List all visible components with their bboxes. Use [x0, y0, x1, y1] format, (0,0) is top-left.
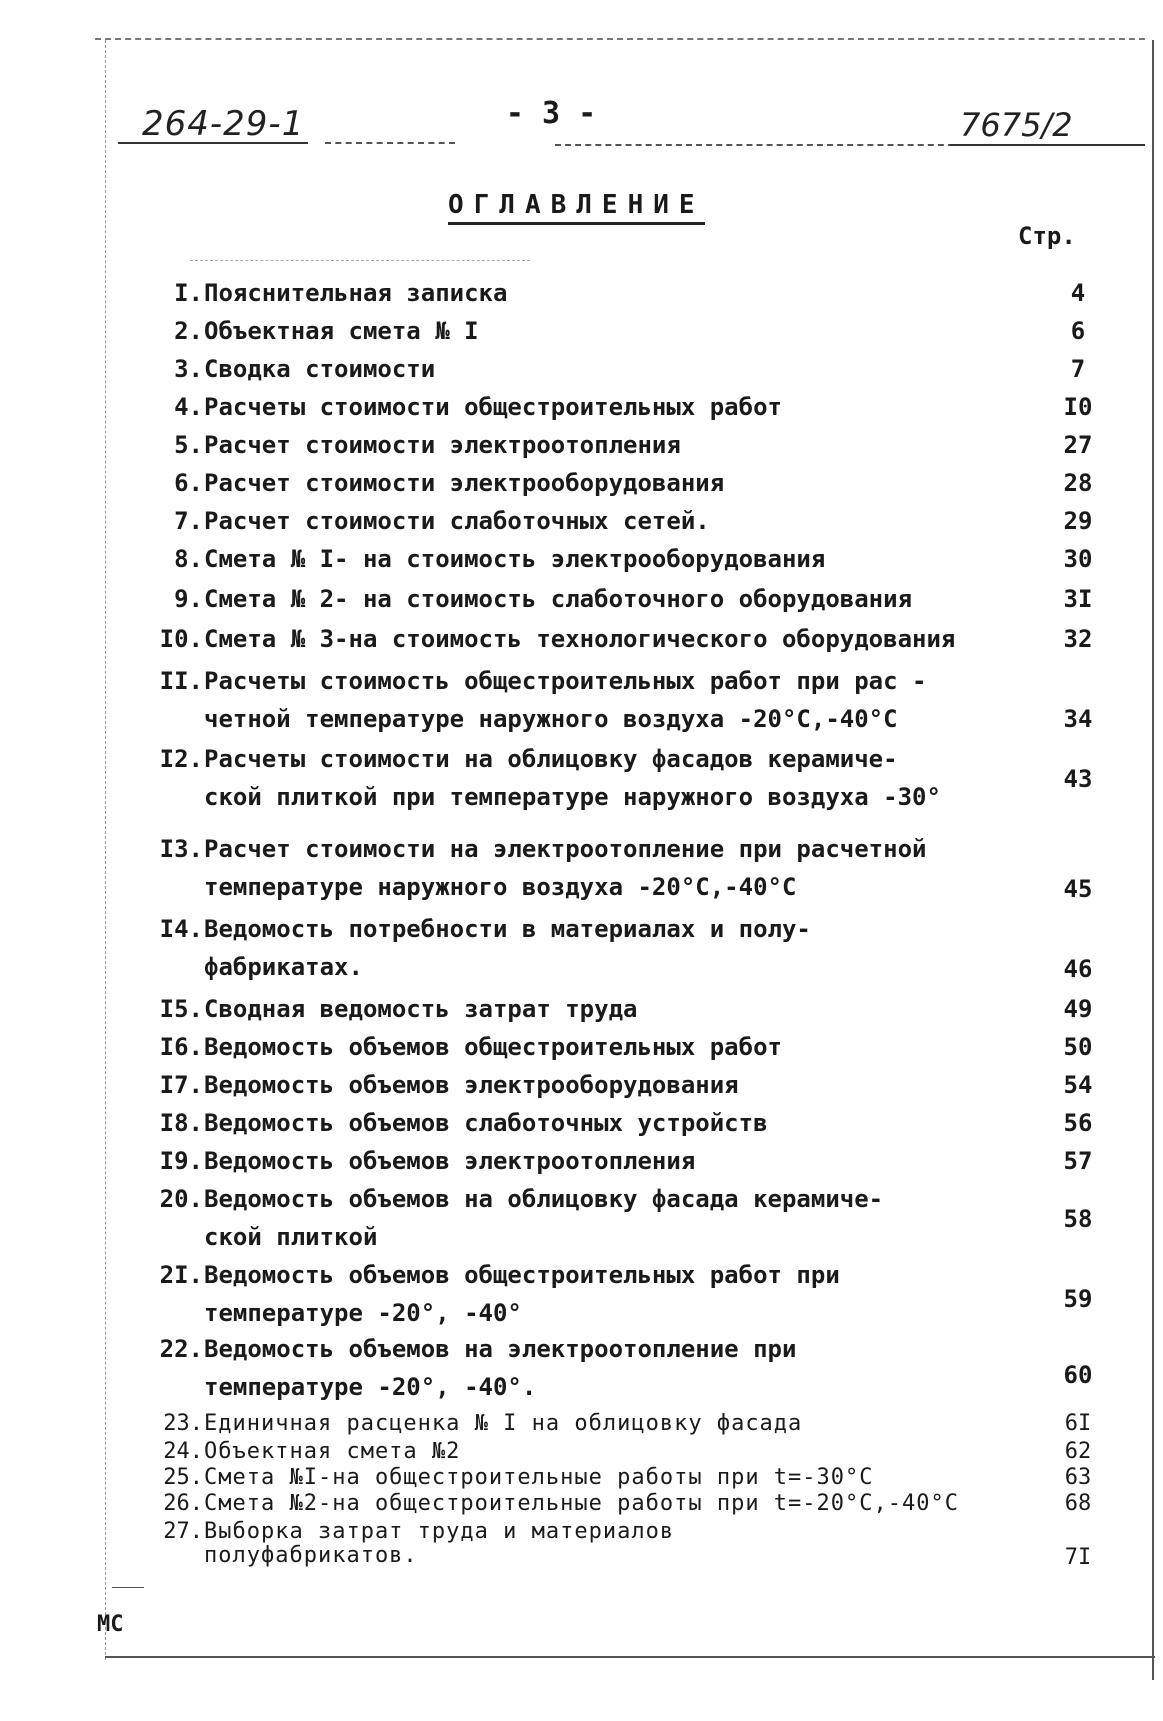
toc-entry-page: 6 — [1070, 317, 1086, 345]
toc-entry-number: 9. — [174, 585, 203, 613]
toc-entry-page: 34 — [1063, 705, 1093, 733]
toc-entry-page: 68 — [1064, 1491, 1092, 1516]
toc-entry-page: 45 — [1063, 875, 1093, 903]
toc-entry-title: Ведомость объемов на облицовку фасада керамиче- ской плиткой — [204, 1185, 884, 1251]
toc-entry-title: Расчеты стоимости на облицовку фасадов керамиче- ской плиткой при температуре наружного воздуха -30° — [204, 745, 941, 811]
toc-entry-number: I2. — [159, 745, 203, 773]
toc-entry-number: I3. — [159, 835, 203, 863]
toc-entry-number: 7. — [174, 507, 203, 535]
scan-border-bottom — [105, 1656, 1155, 1658]
toc-entry-number: I4. — [159, 915, 203, 943]
page-number: - 3 - — [505, 96, 597, 131]
toc-entry-title: Единичная расценка № I на облицовку фасада — [204, 1411, 803, 1436]
toc-title: ОГЛАВЛЕНИЕ — [448, 190, 705, 225]
toc-entry-page: 57 — [1063, 1147, 1093, 1175]
toc-entry-title: Расчет стоимости электрооборудования — [204, 469, 725, 497]
toc-entry-page: 30 — [1063, 545, 1093, 573]
toc-entry-title: Сводная ведомость затрат труда — [204, 995, 638, 1023]
toc-entry-page: 50 — [1063, 1033, 1093, 1061]
toc-entry-page: 29 — [1063, 507, 1093, 535]
toc-entry-title: Ведомость объемов общестроительных работ — [204, 1033, 782, 1061]
toc-entry-page: 49 — [1063, 995, 1093, 1023]
toc-entry-page: 27 — [1063, 431, 1093, 459]
toc-entry-number: I8. — [159, 1109, 203, 1137]
toc-entry-number: 8. — [174, 545, 203, 573]
toc-entry-title: Смета №2-на общестроительные работы при t=-20°С,-40°С — [204, 1491, 959, 1516]
toc-entry-page: 43 — [1063, 765, 1093, 793]
toc-entry-title: Смета № 3-на стоимость технологического оборудования — [204, 625, 956, 653]
toc-entry-title: Объектная смета № I — [204, 317, 479, 345]
toc-entry-title: Ведомость объемов общестроительных работ при температуре -20°, -40° — [204, 1261, 840, 1327]
toc-entry-number: 2I. — [159, 1261, 203, 1289]
toc-entry-number: I. — [174, 279, 203, 307]
toc-entry-title: Расчет стоимости электроотопления — [204, 431, 681, 459]
toc-entry-number: 24. — [163, 1439, 203, 1464]
toc-entry-number: I5. — [159, 995, 203, 1023]
toc-entry-page: 28 — [1063, 469, 1093, 497]
toc-entry-page: 62 — [1064, 1439, 1092, 1464]
doc-code: 264-29-1 — [142, 104, 305, 144]
toc-entry-title: Расчет стоимости на электроотопление при расчетной температуре наружного воздуха -20°С,-40°С — [204, 835, 927, 901]
toc-entry-number: I0. — [159, 625, 203, 653]
toc-entry-page: 7I — [1064, 1545, 1092, 1570]
toc-entry-number: 20. — [159, 1185, 203, 1213]
toc-entry-title: Выборка затрат труда и материалов полуфабрикатов. — [204, 1519, 675, 1568]
toc-entry-page: 4 — [1070, 279, 1086, 307]
toc-entry-page: 32 — [1063, 625, 1093, 653]
scan-border-right — [1152, 40, 1154, 1680]
toc-entry-title: Смета № 2- на стоимость слаботочного оборудования — [204, 585, 913, 613]
toc-entry-title: Расчет стоимости слаботочных сетей. — [204, 507, 710, 535]
toc-entry-title: Пояснительная записка — [204, 279, 508, 307]
footer-mark: МС — [97, 1612, 124, 1637]
header-divider-left — [325, 142, 455, 144]
page-column-label: Стр. — [1018, 222, 1076, 250]
toc-entry-number: I7. — [159, 1071, 203, 1099]
toc-entry-title: Сводка стоимости — [204, 355, 436, 383]
toc-entry-number: 2. — [174, 317, 203, 345]
toc-entry-number: 27. — [163, 1519, 203, 1544]
scan-border-left — [105, 40, 106, 1660]
toc-entry-number: 22. — [159, 1335, 203, 1363]
toc-entry-title: Расчеты стоимость общестроительных работ при рас - четной температуре наружного воздуха -20°С,-40°С — [204, 667, 927, 733]
toc-entry-title: Ведомость объемов электрооборудования — [204, 1071, 739, 1099]
toc-entry-title: Ведомость объемов слаботочных устройств — [204, 1109, 768, 1137]
toc-entry-page: 46 — [1063, 955, 1093, 983]
toc-entry-page: 3I — [1063, 585, 1093, 613]
toc-entry-title: Объектная смета №2 — [204, 1439, 461, 1464]
toc-entry-number: 5. — [174, 431, 203, 459]
sheet-code-underline — [950, 144, 1145, 146]
doc-code-underline — [118, 142, 308, 144]
toc-entry-page: 63 — [1064, 1465, 1092, 1490]
scan-border-top — [95, 38, 1145, 40]
toc-entry-page: 6I — [1064, 1411, 1092, 1436]
toc-entry-number: 25. — [163, 1465, 203, 1490]
toc-entry-title: Расчеты стоимости общестроительных работ — [204, 393, 782, 421]
toc-entry-page: 60 — [1063, 1361, 1093, 1389]
toc-entry-page: 59 — [1063, 1285, 1093, 1313]
toc-entry-title: Ведомость объемов на электроотопление при температуре -20°, -40°. — [204, 1335, 797, 1401]
toc-entry-title: Ведомость объемов электроотопления — [204, 1147, 696, 1175]
toc-entry-number: 4. — [174, 393, 203, 421]
toc-entry-number: 6. — [174, 469, 203, 497]
sheet-code: 7675/2 — [960, 106, 1073, 144]
toc-entry-title: Смета №I-на общестроительные работы при t=-30°С — [204, 1465, 874, 1490]
toc-entry-number: 26. — [163, 1491, 203, 1516]
toc-entry-title: Смета № I- на стоимость электрооборудования — [204, 545, 826, 573]
toc-entry-page: I0 — [1063, 393, 1093, 421]
toc-entry-page: 56 — [1063, 1109, 1093, 1137]
toc-entry-number: 3. — [174, 355, 203, 383]
toc-entry-number: I6. — [159, 1033, 203, 1061]
title-divider — [190, 260, 530, 261]
toc-entry-page: 7 — [1070, 355, 1086, 383]
toc-entry-number: I9. — [159, 1147, 203, 1175]
toc-entry-page: 54 — [1063, 1071, 1093, 1099]
margin-stroke — [112, 1587, 144, 1588]
toc-entry-page: 58 — [1063, 1205, 1093, 1233]
toc-entry-title: Ведомость потребности в материалах и полу- фабрикатах. — [204, 915, 811, 981]
toc-entry-number: II. — [159, 667, 203, 695]
toc-entry-number: 23. — [163, 1411, 203, 1436]
